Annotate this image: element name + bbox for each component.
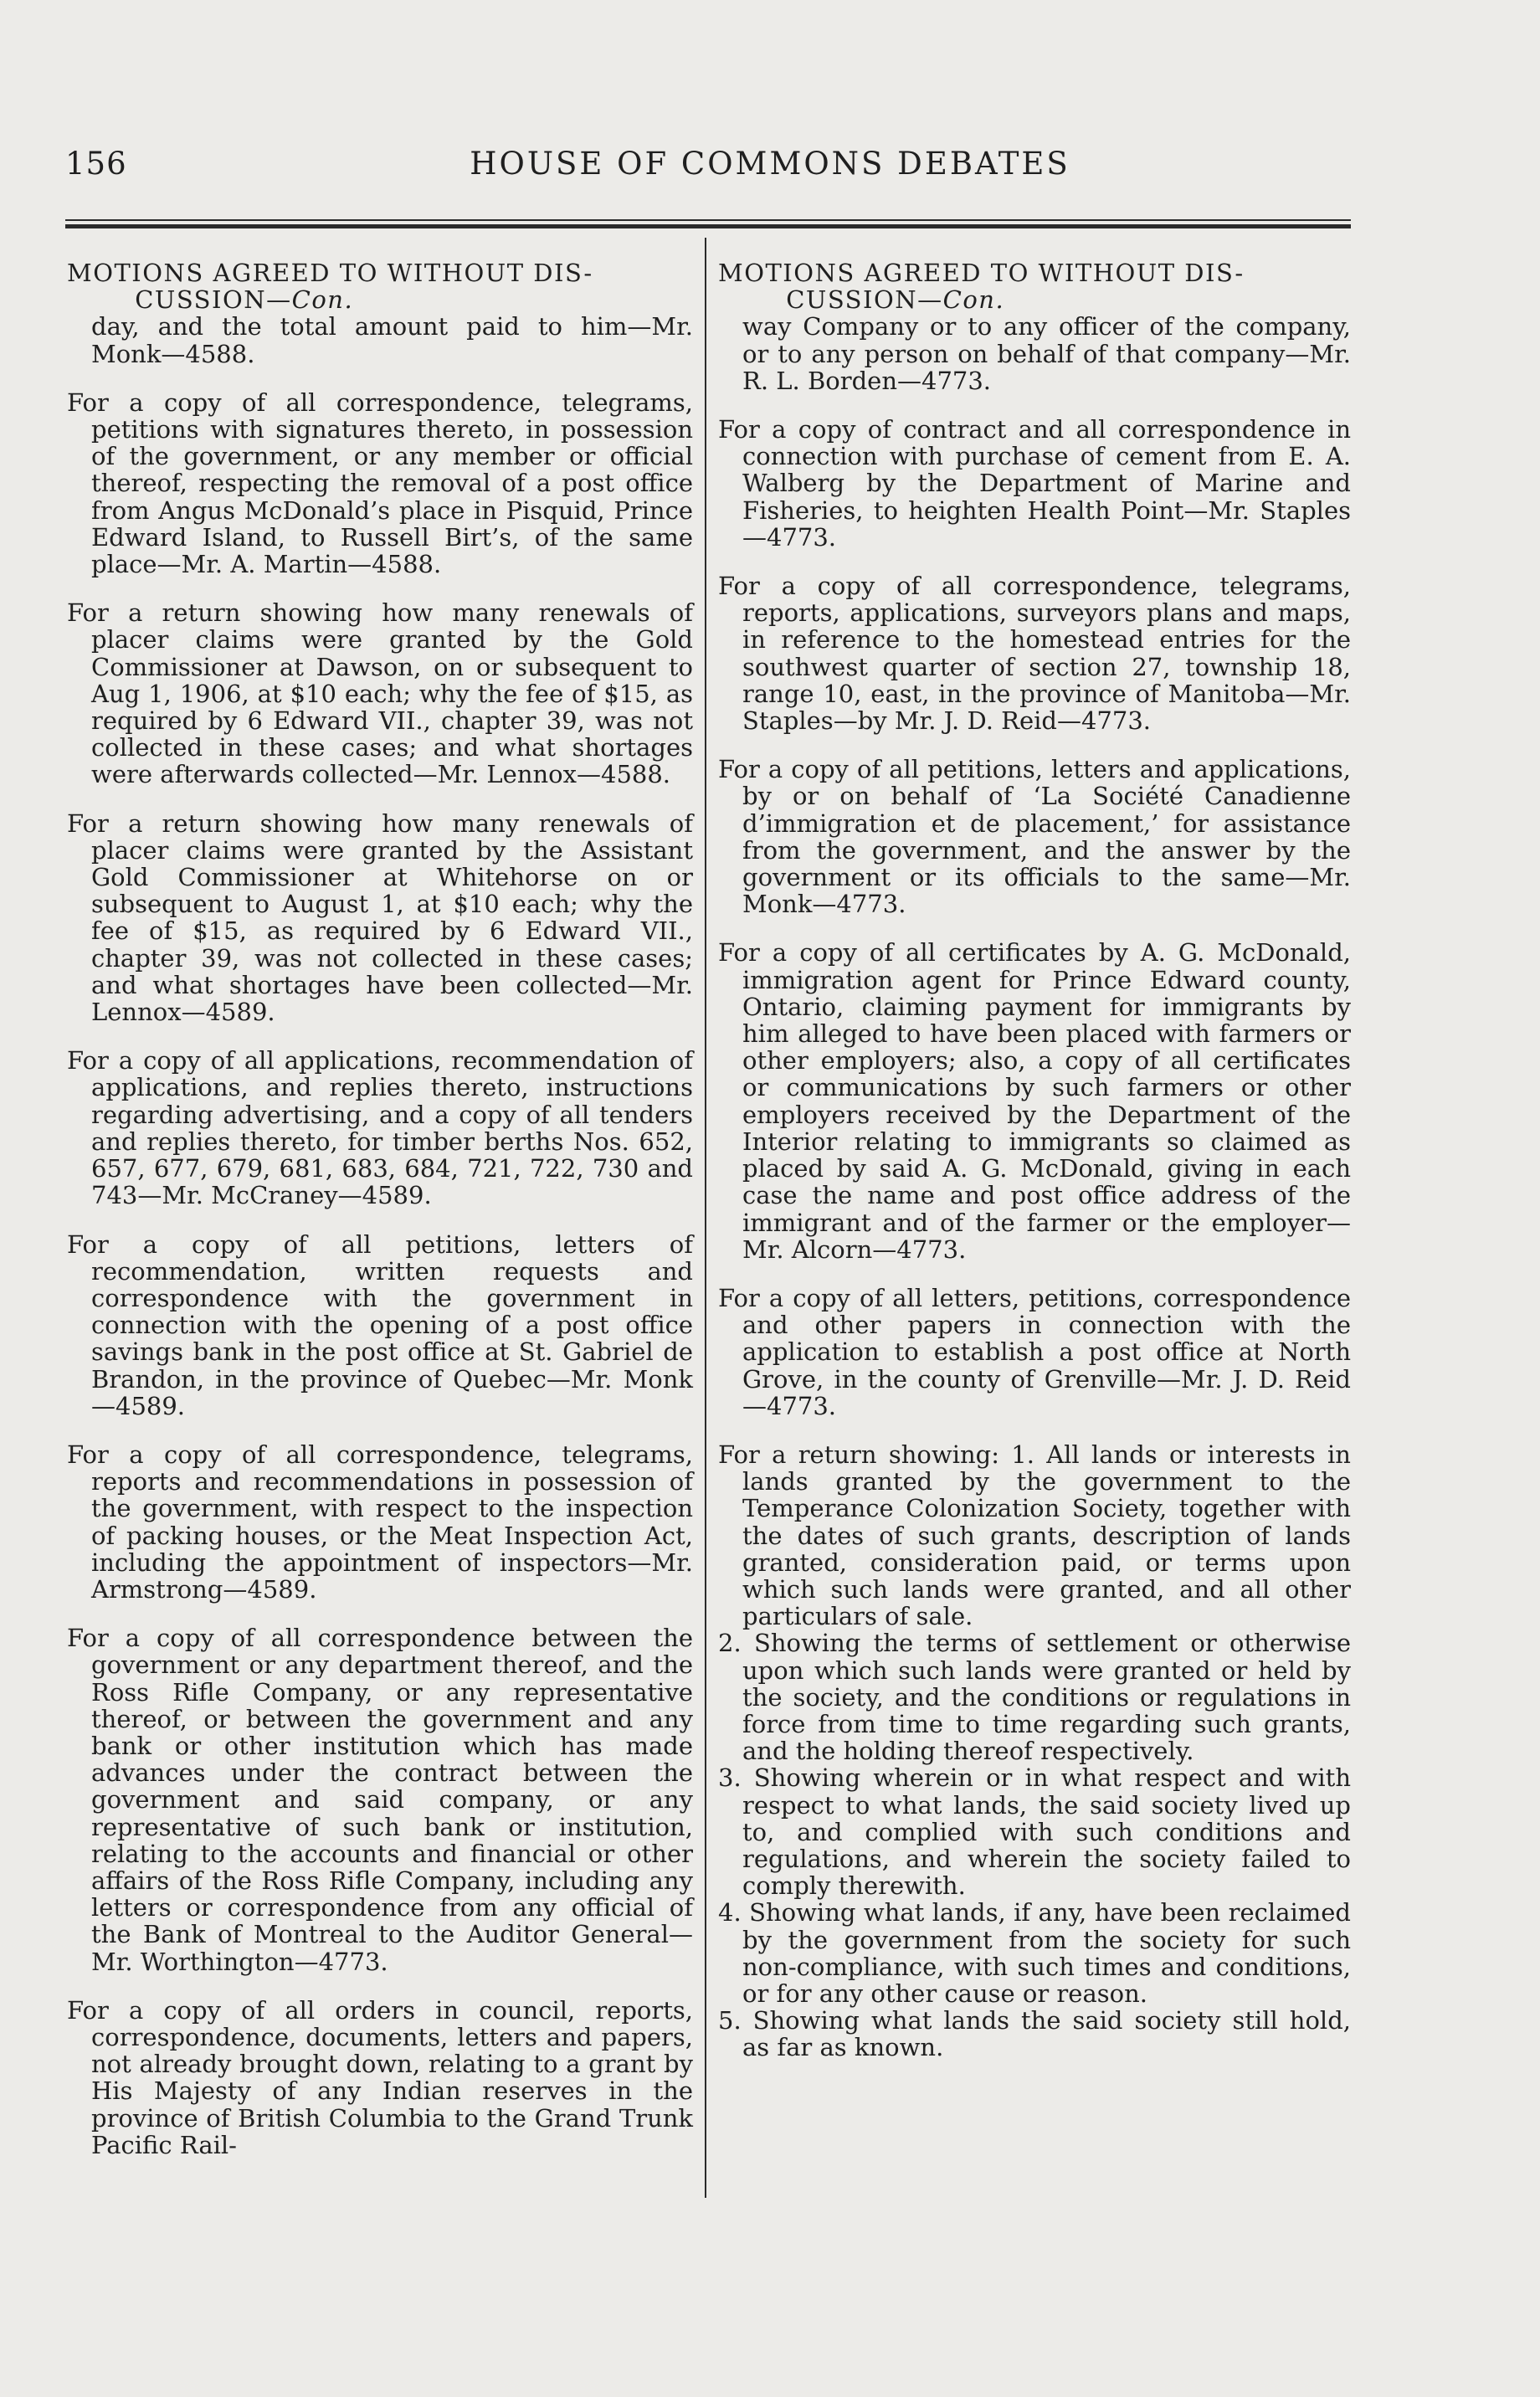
motion-entry: For a copy of contract and all correspondence in connection with purchase of cement from E. A. Walberg by the Department of Marine and Fisheries, to heighten Health Point—Mr. Staples—4773. xyxy=(718,415,1351,552)
motion-entry: For a copy of all certificates by A. G. McDonald, immigration agent for Prince Edward county, Ontario, claiming payment for immigrants by him alleged to have been placed with farmers or other employers; also, a copy of all certificates or communications by such farmers or other employers received by the Department of the Interior relating to immigrants so claimed as placed by said A. G. McDonald, giving in each case the name and post office address of the immigrant and of the farmer or the employer—Mr. Alcorn—4773. xyxy=(718,938,1351,1264)
motion-entry: For a copy of all correspondence between the government or any department thereof, and the Ross Rifle Company, or any representative thereof, or between the government and any bank or other institution which has made advances under the contract between the government and said company, or any representative of such bank or institution, relating to the accounts and financial or other affairs of the Ross Rifle Company, including any letters or correspondence from any official of the Bank of Montreal to the Auditor General—Mr. Worthington—4773. xyxy=(67,1624,693,1976)
right-column xyxy=(718,259,1351,2061)
motion-entry: For a return showing how many renewals of placer claims were granted by the Assistant Gold Commissioner at Whitehorse on or subsequent to August 1, at $10 each; why the fee of $15, as required by 6 Edward VII., chapter 39, was not collected in these cases; and what shortages have been collected—Mr. Lennox—4589. xyxy=(67,808,693,1027)
continued-entry: way Company or to any officer of the company, or to any person on behalf of that company—Mr. R. L. Borden—4773. xyxy=(742,312,1351,395)
motion-entry: For a copy of all correspondence, telegrams, reports, applications, surveyors plans and maps, in reference to the homestead entries for the southwest quarter of section 27, township 18, range 10, east, in the province of Manitoba—Mr. Staples—by Mr. J. D. Reid—4773. xyxy=(718,572,1351,736)
return-item: 5. Showing what lands the said society still hold, as far as known. xyxy=(718,2006,1351,2062)
left-column xyxy=(67,259,693,2180)
section-heading-suffix: Con. xyxy=(291,285,354,315)
section-heading-suffix: Con. xyxy=(942,285,1005,315)
motion-entry: For a copy of all letters, petitions, correspondence and other papers in connection with the application to establish a post office at North Grove, in the county of Grenville—Mr. J. D. Reid—4773. xyxy=(718,1283,1351,1420)
continued-entry: day, and the total amount paid to him—Mr. Monk—4588. xyxy=(91,312,693,368)
header-rule-thick xyxy=(65,224,1351,228)
return-item: 4. Showing what lands, if any, have been reclaimed by the government from the society for such non-compliance, with such times and conditions, or for any other cause or reason. xyxy=(718,1898,1351,2008)
return-item: 2. Showing the terms of settlement or otherwise upon which such lands were granted or held by the society, and the conditions or regulations in force from time to time regarding such grants, and the holding thereof respectively. xyxy=(718,1629,1351,1766)
section-heading-main: MOTIONS AGREED TO WITHOUT DIS-CUSSION— xyxy=(718,259,1245,315)
return-intro: For a return showing: 1. All lands or interests in lands granted by the government to the Temperance Colonization Society, together with the dates of such grants, description of lands granted, consideration paid, or terms upon which such lands were granted, and all other particulars of sale. xyxy=(718,1440,1351,1631)
header-rule-thin xyxy=(65,219,1351,221)
motion-entry: For a return showing how many renewals of placer claims were granted by the Gold Commissioner at Dawson, on or subsequent to Aug 1, 1906, at $10 each; why the fee of $15, as required by 6 Edward VII., chapter 39, was not collected in these cases; and what shortages were afterwards collected—Mr. Lennox—4588. xyxy=(67,598,693,789)
section-heading xyxy=(67,259,693,313)
motion-entry: For a copy of all petitions, letters and applications, by or on behalf of ‘La Société Canadienne d’immigration et de placement,’ for assistance from the government, and the answer by the government or its officials to the same—Mr. Monk—4773. xyxy=(718,755,1351,919)
column-divider xyxy=(705,238,706,2198)
motion-entry: For a copy of all applications, recommendation of applications, and replies thereto, instructions regarding advertising, and a copy of all tenders and replies thereto, for timber berths Nos. 652, 657, 677, 679, 681, 683, 684, 721, 722, 730 and 743—Mr. McCraney—4589. xyxy=(67,1046,693,1210)
section-heading xyxy=(718,259,1351,313)
running-head-title: HOUSE OF COMMONS DEBATES xyxy=(470,146,1070,182)
motion-entry: For a copy of all correspondence, telegrams, petitions with signatures thereto, in possession of the government, or any member or official thereof, respecting the removal of a post office from Angus McDonald’s place in Pisquid, Prince Edward Island, to Russell Birt’s, of the same place—Mr. A. Martin—4588. xyxy=(67,388,693,579)
motion-entry: For a copy of all orders in council, reports, correspondence, documents, letters and papers, not already brought down, relating to a grant by His Majesty of any Indian reserves in the province of British Columbia to the Grand Trunk Pacific Rail- xyxy=(67,1995,693,2159)
motion-entry: For a copy of all correspondence, telegrams, reports and recommendations in possession of the government, with respect to the inspection of packing houses, or the Meat Inspection Act, including the appointment of inspectors—Mr. Armstrong—4589. xyxy=(67,1440,693,1604)
motion-entry: For a copy of all petitions, letters of recommendation, written requests and correspondence with the government in connection with the opening of a post office savings bank in the post office at St. Gabriel de Brandon, in the province of Quebec—Mr. Monk—4589. xyxy=(67,1229,693,1420)
page-number: 156 xyxy=(65,146,127,182)
section-heading-main: MOTIONS AGREED TO WITHOUT DIS-CUSSION— xyxy=(67,259,593,315)
return-item: 3. Showing wherein or in what respect and with respect to what lands, the said society lived up to, and complied with such conditions and regulations, and wherein the society failed to comply therewith. xyxy=(718,1763,1351,1901)
